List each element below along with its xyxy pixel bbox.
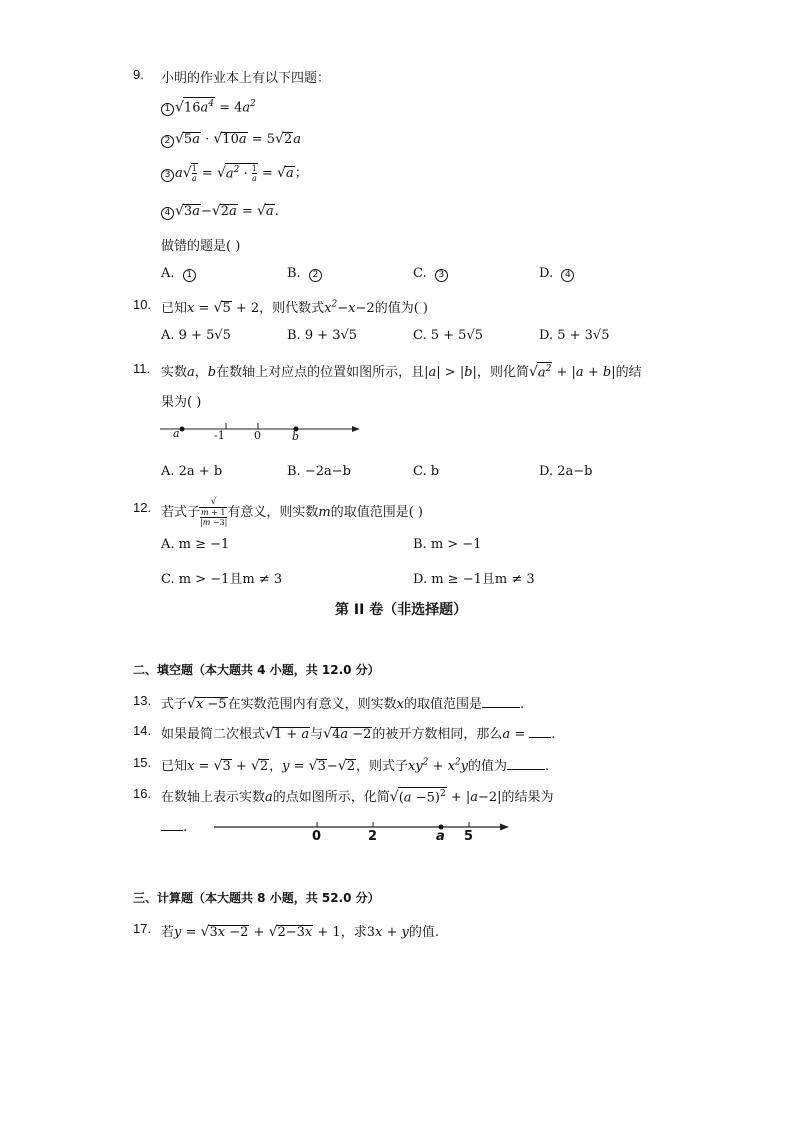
q16-number: 16. — [133, 786, 152, 801]
q9-ask: 做错的题是( ) — [161, 239, 241, 254]
q14-stem: 如果最简二次根式√1 + a与√4a −2的被开方数相同，那么a = . — [161, 726, 556, 742]
section3-heading: 三、计算题（本大题共 8 小题，共 52.0 分） — [133, 891, 380, 905]
q11-option-c: C. b — [413, 464, 440, 479]
q17-stem: 若y = √3x −2 + √2−3x + 1，求3x + y的值. — [161, 924, 440, 940]
part2-title: 第 II 卷（非选择题） — [335, 602, 468, 618]
q15-stem: 已知x = √3 + √2，y = √3−√2，则式子$xy^2 + x^2y$的值为 . — [161, 757, 550, 774]
q12-number: 12. — [133, 500, 152, 515]
q11-axis-label-b: b — [292, 430, 300, 443]
q11-number: 11. — [133, 361, 151, 376]
q10-option-b: B. 9 + 3√5 — [287, 328, 358, 343]
q11-axis-label-neg1: -1 — [214, 429, 225, 442]
q9-option-b: B. 2 — [287, 266, 323, 282]
q16-stem: 在数轴上表示实数a的点如图所示，化简$√(a -5)^2 + |a-2|$的结果为 — [161, 788, 554, 805]
q16-answer: . — [161, 820, 187, 835]
q14-answer-blank[interactable] — [529, 727, 551, 738]
q13-stem: 式子√x −5在实数范围内有意义，则实数x的取值范围是 . — [161, 696, 525, 712]
section2-heading: 二、填空题（本大题共 4 小题，共 12.0 分） — [133, 663, 380, 677]
q12-option-d: D. m ≥ −1且m ≠ 3 — [413, 572, 535, 587]
q9-item-1: 1 $√16a^4 = 4a^2$ — [161, 97, 256, 116]
q9-item-3: 3 a√ $\frac{1}{a}$ = $√a^2$ · $\frac{1}{a}$ = √a； — [161, 162, 308, 183]
q10-stem: 已知x = √5 + 2，则代数式$x^2-x-2$的值为( ) — [161, 299, 428, 316]
q9-option-d: D. 4 — [539, 266, 575, 282]
q11-option-d: D. 2a−b — [539, 464, 593, 479]
q10-option-a: A. 9 + 5√5 — [161, 328, 231, 343]
q11-option-b: B. −2a−b — [287, 464, 351, 479]
q15-answer-blank[interactable] — [507, 759, 545, 770]
q10-number: 10. — [133, 297, 152, 312]
q16-axis-label-2: 2 — [368, 829, 378, 844]
q9-stem: 小明的作业本上有以下四题： — [161, 71, 331, 86]
q10-option-c: C. 5 + 5√5 — [413, 328, 484, 343]
q11-axis-label-0: 0 — [254, 429, 261, 442]
q15-number: 15. — [133, 755, 152, 770]
q17-number: 17. — [133, 921, 152, 936]
q16-answer-blank[interactable] — [161, 820, 183, 831]
q13-number: 13. — [133, 693, 152, 708]
q16-axis-label-5: 5 — [464, 829, 474, 844]
q12-option-b: B. m > −1 — [413, 537, 482, 552]
q11-point-a — [180, 427, 185, 432]
q11-option-a: A. 2a + b — [161, 464, 223, 479]
q16-axis-label-0: 0 — [312, 829, 322, 844]
q9-item-2: 2 √5a · √10a = 5√2a — [161, 131, 301, 148]
q16-axis-label-a: a — [436, 829, 445, 844]
q9-number: 9. — [133, 67, 144, 82]
q11-axis-label-a: a — [173, 427, 180, 440]
q11-stem: 实数a，b在数轴上对应点的位置如图所示，且|a| > |b|，则化简$√a^2 + |a + b|$的结 — [161, 363, 642, 380]
q9-option-a: A. 1 — [161, 266, 197, 282]
q13-answer-blank[interactable] — [482, 697, 520, 708]
q11-stem-cont: 果为( ) — [161, 395, 202, 410]
q12-stem: 若式子 √ m + 1 |m −3| 有意义，则实数m的取值范围是( ) — [161, 497, 423, 527]
q14-number: 14. — [133, 723, 152, 738]
q12-option-c: C. m > −1且m ≠ 3 — [161, 572, 283, 587]
q9-item-4: 4 √3a−√2a = √a. — [161, 203, 279, 220]
q10-option-d: D. 5 + 3√5 — [539, 328, 610, 343]
q9-option-c: C. 3 — [413, 266, 449, 282]
q12-option-a: A. m ≥ −1 — [161, 537, 230, 552]
q11-number-line — [160, 418, 365, 448]
